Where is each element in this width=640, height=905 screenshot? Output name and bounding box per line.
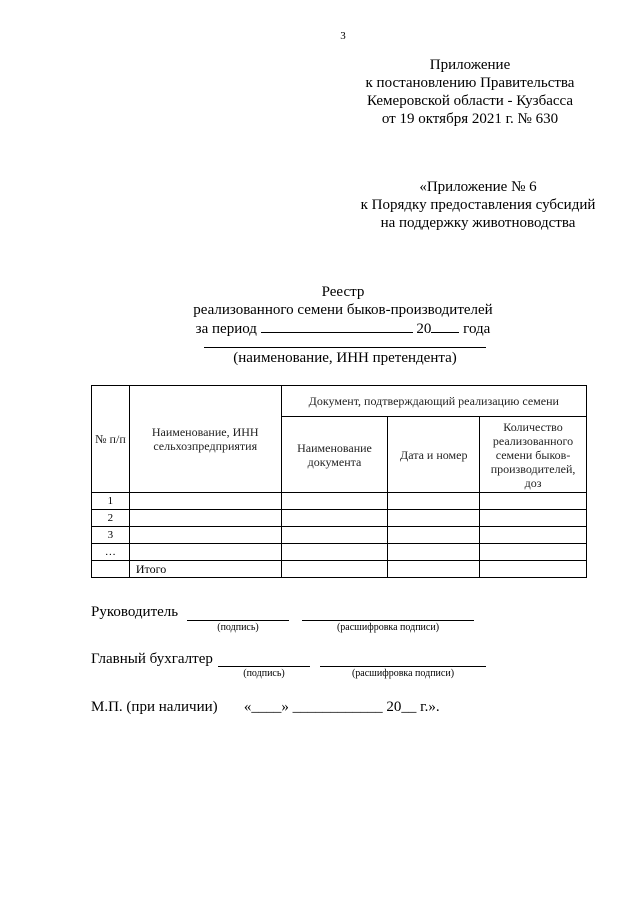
registry-table bbox=[91, 385, 587, 578]
period-suffix: года bbox=[463, 321, 491, 337]
period-blank bbox=[261, 319, 413, 333]
table-header-row bbox=[92, 386, 587, 417]
head-decoding-caption: (расшифровка подписи) bbox=[336, 622, 440, 633]
head-signature-line bbox=[187, 620, 289, 621]
period-year: 20 bbox=[416, 321, 432, 337]
head-signature-label: Руководитель bbox=[91, 604, 179, 620]
table-row bbox=[92, 510, 587, 527]
cell bbox=[480, 527, 587, 544]
year-blank bbox=[431, 319, 459, 333]
accountant-decoding-caption: (расшифровка подписи) bbox=[351, 668, 455, 679]
accountant-decoding-line bbox=[320, 666, 486, 667]
page-number: 3 bbox=[340, 30, 346, 42]
approval-line: к постановлению Правительства bbox=[365, 75, 575, 91]
accountant-signature-caption: (подпись) bbox=[243, 668, 285, 679]
period-prefix: за период bbox=[195, 321, 257, 337]
cell bbox=[480, 510, 587, 527]
cell bbox=[281, 561, 388, 578]
header-date-number: Дата и номер bbox=[388, 417, 480, 493]
cell bbox=[281, 544, 388, 561]
cell bbox=[480, 544, 587, 561]
appendix-line: «Приложение № 6 bbox=[419, 179, 537, 195]
stamp-date-line: М.П. (при наличии) «____» ____________ 20__ г.». bbox=[91, 699, 440, 715]
cell bbox=[129, 510, 281, 527]
cell bbox=[92, 561, 130, 578]
cell bbox=[129, 544, 281, 561]
approval-line: Кемеровской области - Кузбасса bbox=[366, 93, 574, 109]
header-quantity: Количество реализованного семени быков-производителей, доз bbox=[480, 417, 587, 493]
applicant-blank-line bbox=[204, 347, 486, 348]
period-line bbox=[150, 319, 536, 338]
table-total-row bbox=[92, 561, 587, 578]
cell bbox=[388, 561, 480, 578]
cell bbox=[388, 527, 480, 544]
applicant-caption: (наименование, ИНН претендента) bbox=[233, 350, 457, 366]
header-document-group: Документ, подтверждающий реализацию семени bbox=[281, 386, 586, 417]
document-title bbox=[150, 283, 536, 338]
appendix-line: на поддержку животноводства bbox=[380, 215, 576, 231]
title-line: Реестр bbox=[321, 284, 365, 300]
cell bbox=[281, 493, 388, 510]
title-line: реализованного семени быков-производителей bbox=[193, 302, 493, 318]
header-doc-name: Наименование документа bbox=[281, 417, 388, 493]
appendix-header bbox=[330, 178, 626, 232]
header-num: № п/п bbox=[92, 386, 130, 493]
cell bbox=[388, 493, 480, 510]
approval-header bbox=[345, 56, 595, 128]
cell bbox=[129, 493, 281, 510]
cell bbox=[388, 510, 480, 527]
row-number: 1 bbox=[92, 493, 130, 510]
table-row bbox=[92, 544, 587, 561]
chief-accountant-label: Главный бухгалтер bbox=[91, 651, 213, 667]
header-name: Наименование, ИНН сельхозпредприятия bbox=[129, 386, 281, 493]
table-row bbox=[92, 527, 587, 544]
cell bbox=[388, 544, 480, 561]
table-row bbox=[92, 493, 587, 510]
total-label: Итого bbox=[129, 561, 281, 578]
appendix-line: к Порядку предоставления субсидий bbox=[360, 197, 596, 213]
cell bbox=[480, 493, 587, 510]
head-decoding-line bbox=[302, 620, 474, 621]
cell bbox=[480, 561, 587, 578]
approval-line: от 19 октября 2021 г. № 630 bbox=[381, 111, 559, 127]
cell bbox=[281, 527, 388, 544]
approval-line: Приложение bbox=[429, 57, 511, 73]
row-number: 2 bbox=[92, 510, 130, 527]
row-number: 3 bbox=[92, 527, 130, 544]
accountant-signature-line bbox=[218, 666, 310, 667]
head-signature-caption: (подпись) bbox=[217, 622, 259, 633]
row-number: … bbox=[92, 544, 130, 561]
cell bbox=[281, 510, 388, 527]
cell bbox=[129, 527, 281, 544]
